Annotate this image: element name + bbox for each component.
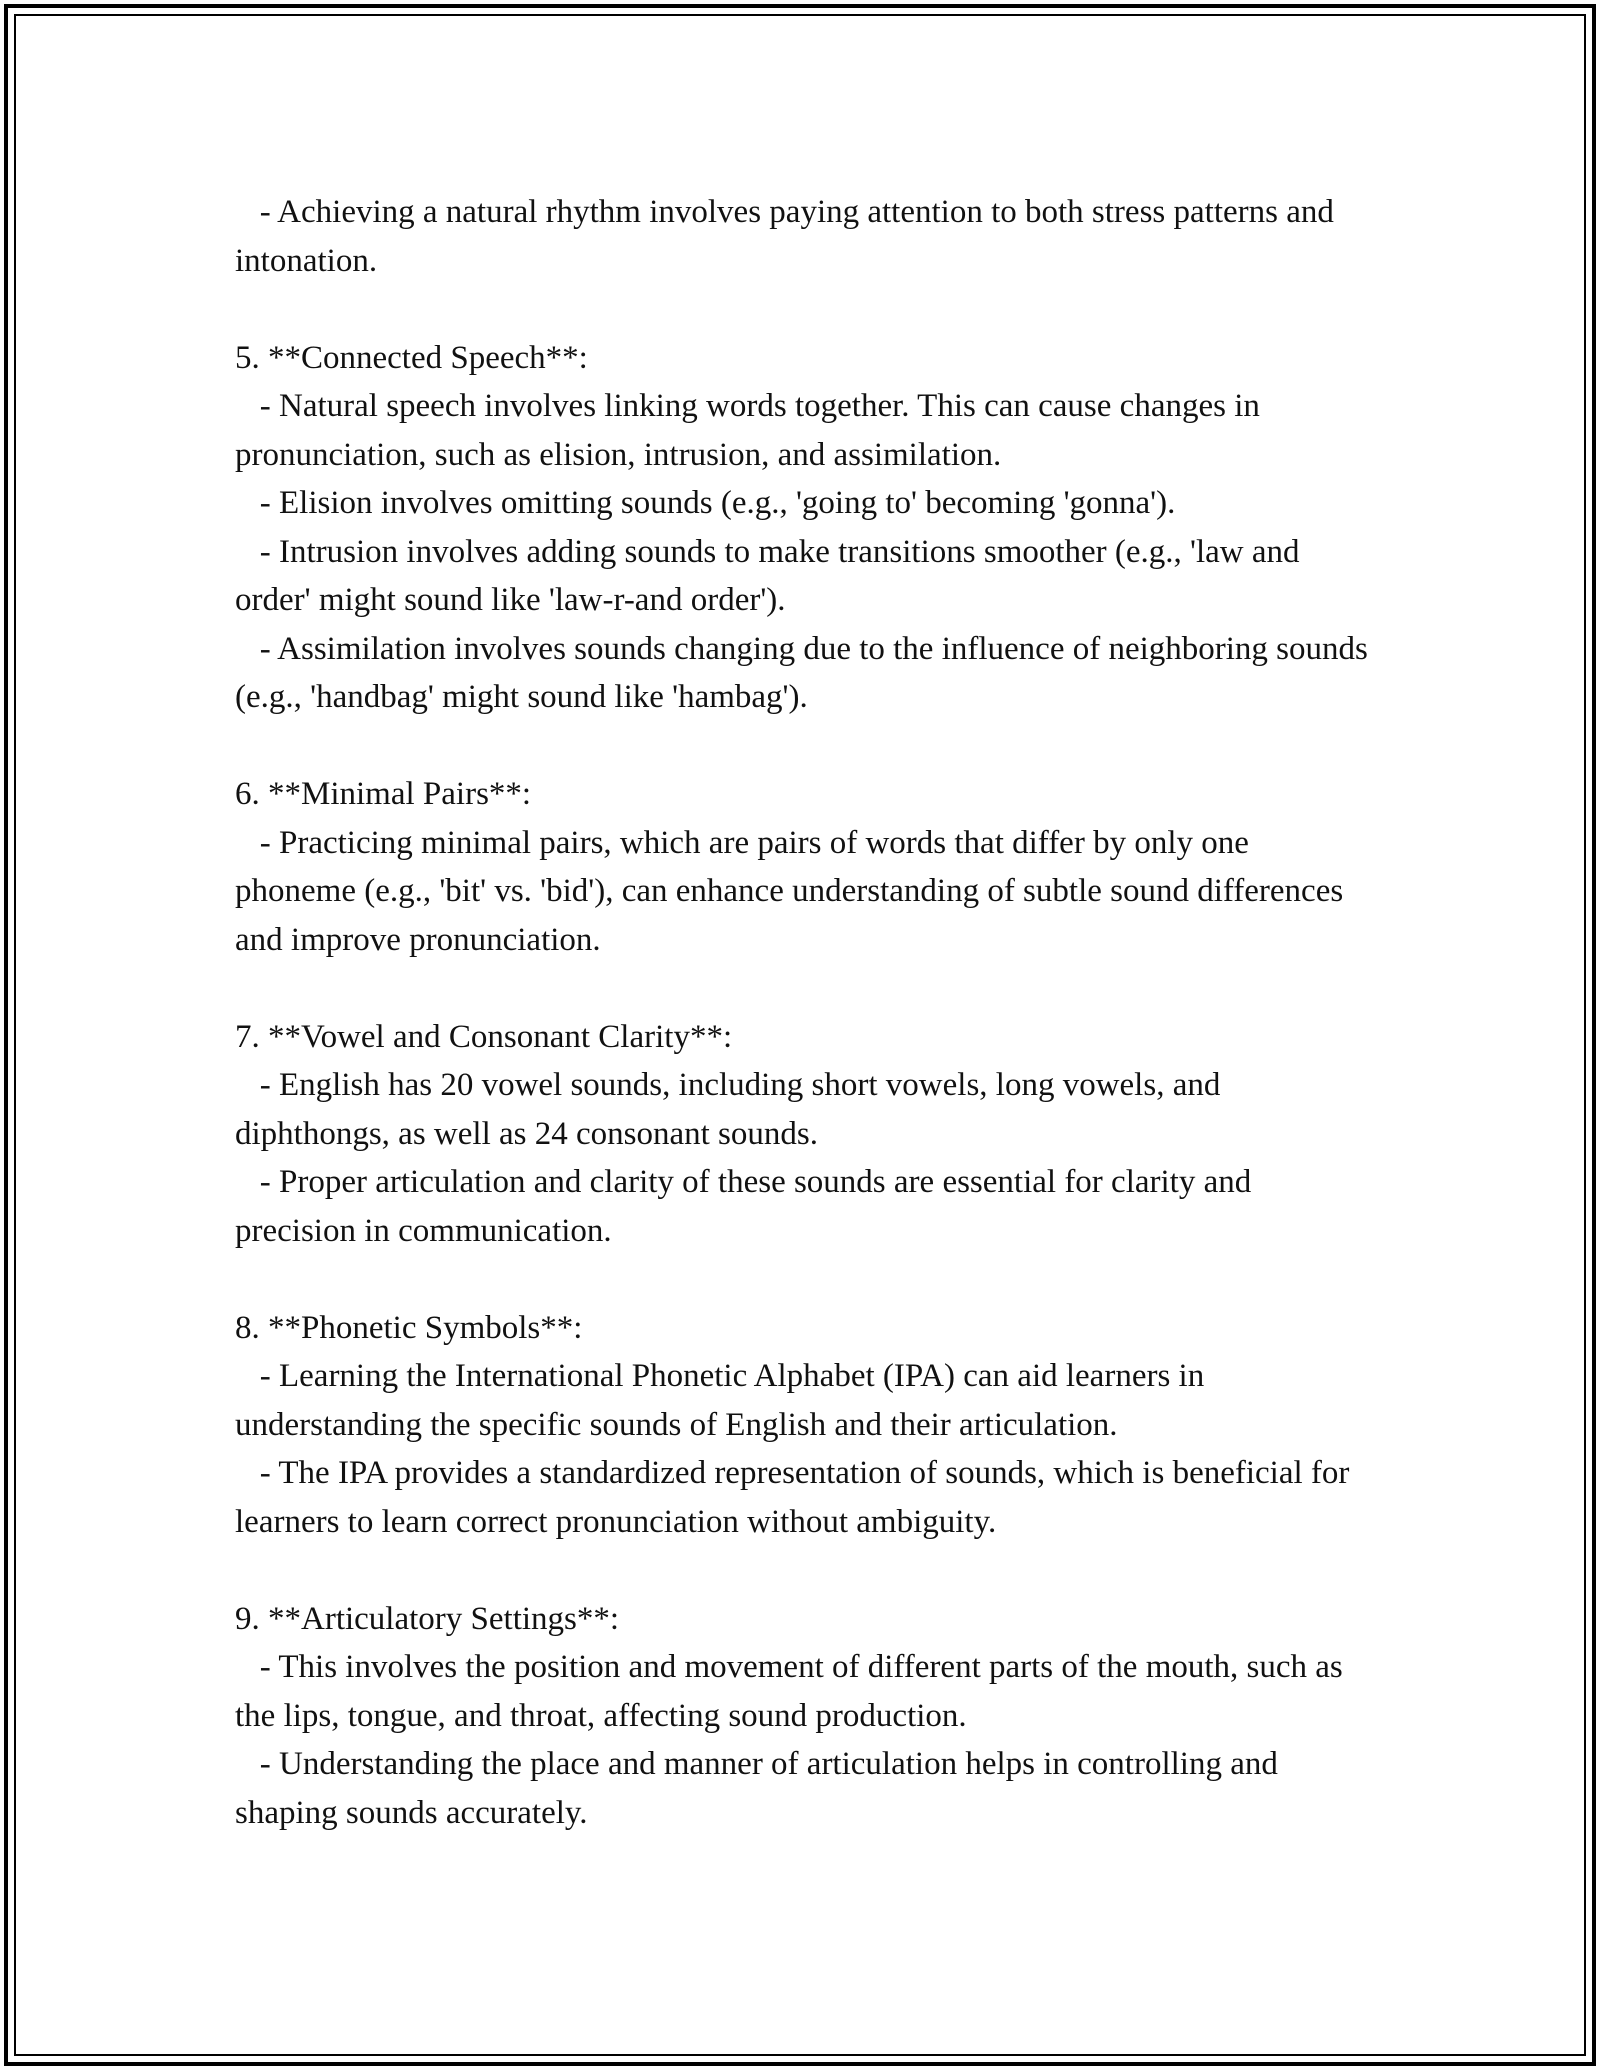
bullet-paragraph: - Practicing minimal pairs, which are pairs of words that differ by only one phoneme (e.g., 'bit' vs. 'bid'), can enhance understanding of subtle sound differences and improve pronunciation. xyxy=(235,824,1352,958)
paragraph-gap xyxy=(235,285,1375,334)
paragraph-gap xyxy=(235,722,1375,771)
section-heading: 9. **Articulatory Settings**: xyxy=(235,1600,620,1637)
section-heading: 8. **Phonetic Symbols**: xyxy=(235,1309,583,1346)
bullet-paragraph: - Assimilation involves sounds changing due to the influence of neighboring sounds (e.g., 'handbag' might sound like 'hambag'). xyxy=(235,630,1377,715)
bullet-paragraph: - English has 20 vowel sounds, including short vowels, long vowels, and diphthongs, as well as 24 consonant sounds. xyxy=(235,1067,1229,1152)
bullet-paragraph: - The IPA provides a standardized representation of sounds, which is beneficial for learners to learn correct pronunciation without ambiguity. xyxy=(235,1455,1358,1540)
bullet-paragraph: - Achieving a natural rhythm involves paying attention to both stress patterns and intonation. xyxy=(235,194,1343,279)
bullet-paragraph: - Elision involves omitting sounds (e.g., 'going to' becoming 'gonna'). xyxy=(235,485,1176,521)
section-heading: 5. **Connected Speech**: xyxy=(235,339,588,376)
paragraph-gap xyxy=(235,1255,1375,1304)
paragraph-gap xyxy=(235,1546,1375,1595)
bullet-paragraph: - Intrusion involves adding sounds to make transitions smoother (e.g., 'law and order' might sound like 'law-r-and order'). xyxy=(235,533,1308,618)
bullet-paragraph: - Learning the International Phonetic Alphabet (IPA) can aid learners in understanding the specific sounds of English and their articulation. xyxy=(235,1358,1213,1443)
bullet-paragraph: - This involves the position and movement of different parts of the mouth, such as the lips, tongue, and throat, affecting sound production. xyxy=(235,1649,1352,1734)
document-body xyxy=(235,188,1375,1837)
section-heading: 7. **Vowel and Consonant Clarity**: xyxy=(235,1018,733,1055)
bullet-paragraph: - Proper articulation and clarity of these sounds are essential for clarity and precision in communication. xyxy=(235,1164,1260,1249)
paragraph-gap xyxy=(235,964,1375,1013)
bullet-paragraph: - Understanding the place and manner of articulation helps in controlling and shaping sounds accurately. xyxy=(235,1746,1287,1831)
section-heading: 6. **Minimal Pairs**: xyxy=(235,776,532,812)
bullet-paragraph: - Natural speech involves linking words together. This can cause changes in pronunciation, such as elision, intrusion, and assimilation. xyxy=(235,388,1269,473)
